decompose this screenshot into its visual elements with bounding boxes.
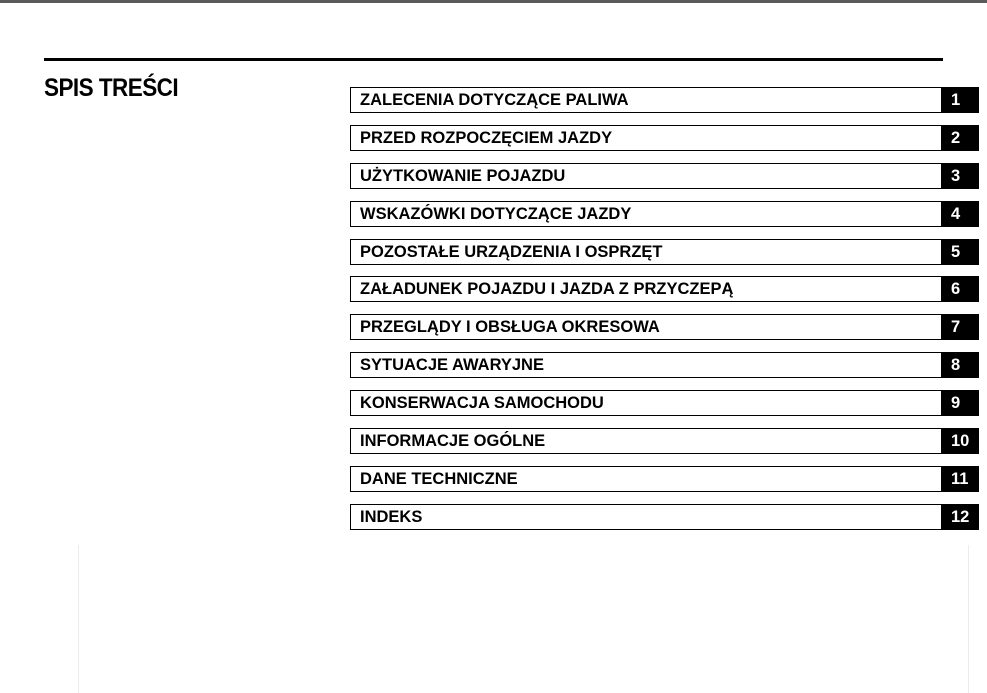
toc-entry-label: ZALECENIA DOTYCZĄCE PALIWA <box>360 91 629 109</box>
toc-entry-label: SYTUACJE AWARYJNE <box>360 356 544 375</box>
toc-entry-driving-tips[interactable] <box>350 201 979 227</box>
toc-entry-label: DANE TECHNICZNE <box>360 469 518 488</box>
toc-entry-number-tab: 11 <box>941 466 979 492</box>
toc-list <box>350 87 979 542</box>
page-edge-right <box>968 545 969 693</box>
toc-entry-number-tab: 8 <box>941 352 979 378</box>
toc-entry-label: INFORMACJE OGÓLNE <box>360 432 546 451</box>
toc-entry-label: KONSERWACJA SAMOCHODU <box>360 394 604 413</box>
toc-entry-emergencies[interactable] <box>350 352 979 378</box>
toc-entry-before-driving[interactable] <box>350 125 979 151</box>
toc-entry-number-tab: 4 <box>941 201 979 227</box>
toc-entry-car-care[interactable] <box>350 390 979 416</box>
toc-entry-label: PRZED ROZPOCZĘCIEM JAZDY <box>360 128 613 147</box>
toc-entry-number-tab: 9 <box>941 390 979 416</box>
toc-entry-label: WSKAZÓWKI DOTYCZĄCE JAZDY <box>360 204 632 223</box>
toc-entry-label: POZOSTAŁE URZĄDZENIA I OSPRZĘT <box>360 242 663 261</box>
toc-entry-number-tab: 7 <box>941 314 979 340</box>
toc-entry-inspection-maintenance[interactable] <box>350 314 979 340</box>
toc-entry-loading-towing[interactable] <box>350 276 979 302</box>
viewer-top-bar <box>0 0 987 3</box>
toc-entry-number-tab: 10 <box>941 428 979 454</box>
toc-entry-label: ZAŁADUNEK POJAZDU I JAZDA Z PRZYCZEPĄ <box>360 280 734 299</box>
toc-entry-number-tab: 5 <box>941 239 979 265</box>
toc-entry-fuel[interactable] <box>350 87 979 113</box>
toc-entry-label: PRZEGLĄDY I OBSŁUGA OKRESOWA <box>360 318 660 337</box>
page-title: SPIS TREŚCI <box>44 74 179 102</box>
toc-entry-number-tab: 2 <box>941 125 979 151</box>
toc-entry-index[interactable] <box>350 504 979 530</box>
toc-entry-number-tab: 12 <box>941 504 979 530</box>
toc-entry-technical-data[interactable] <box>350 466 979 492</box>
toc-entry-number-tab: 6 <box>941 276 979 302</box>
toc-entry-general-information[interactable] <box>350 428 979 454</box>
page-edge-left <box>78 545 79 693</box>
toc-entry-number-tab: 3 <box>941 163 979 189</box>
toc-entry-label: INDEKS <box>360 507 423 526</box>
header-rule <box>44 58 943 61</box>
toc-entry-number-tab: 1 <box>941 87 979 113</box>
toc-entry-label: UŻYTKOWANIE POJAZDU <box>360 166 566 185</box>
toc-entry-vehicle-operation[interactable] <box>350 163 979 189</box>
toc-entry-other-equipment[interactable] <box>350 239 979 265</box>
